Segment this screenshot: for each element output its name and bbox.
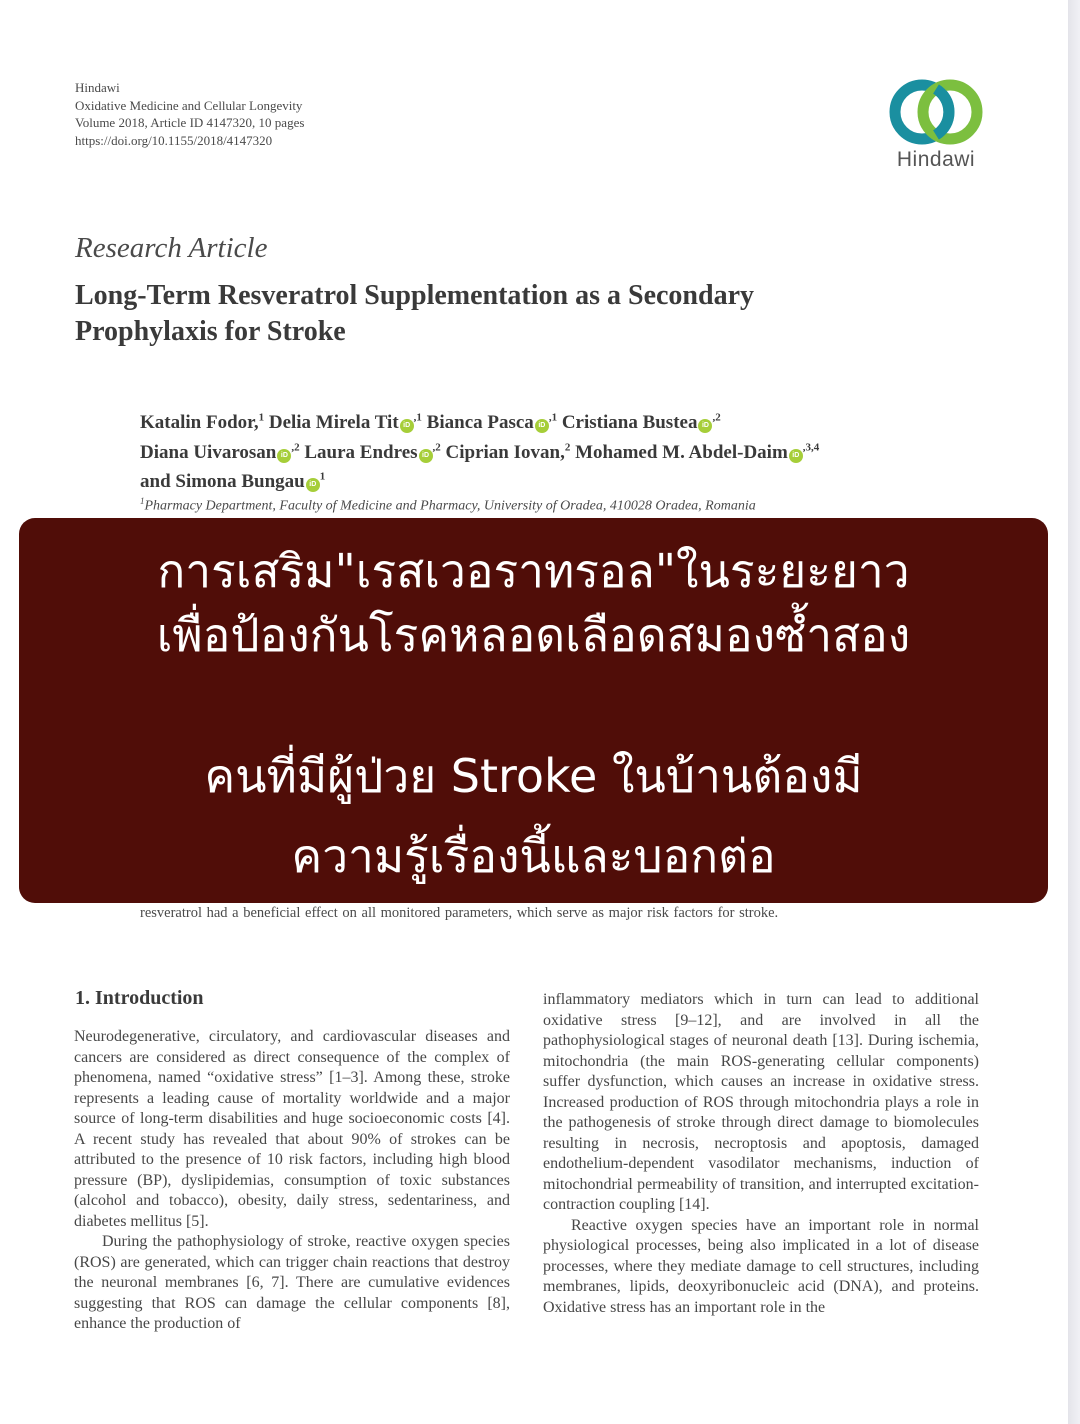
overlay-line-1: การเสริม"เรสเวอราทรอล"ในระยะยาว [157,544,910,598]
orcid-icon[interactable]: iD [419,449,433,463]
orcid-icon[interactable]: iD [400,419,414,433]
paragraph: During the pathophysiology of stroke, reactive oxygen species (ROS) are generated, which can trigger chain reactions that destroy the neuronal membranes [6, 7]. There are cumulative evidences suggesting that ROS can damage the cellular components [8], enhance the production of [74,1233,510,1332]
body-column-right [543,990,979,1318]
author[interactable]: Ciprian Iovan,$^2$ [445,441,571,463]
article-title: Long-Term Resveratrol Supplementation as a Secondary Prophylaxis for Stroke [75,280,754,347]
hindawi-rings-icon [884,78,988,150]
author[interactable]: Cristiana Bustea $iD^{,2}$ [561,412,721,434]
orcid-icon[interactable]: iD [277,449,291,463]
body-column-left [74,1027,510,1335]
author[interactable]: Mohamed M. Abdel-Daim $iD^{,3,4}$ [575,441,820,463]
section-heading-introduction: 1. Introduction [75,987,204,1009]
overlay-line-3: คนที่มีผู้ป่วย Stroke ในบ้านต้องมี [204,749,863,803]
author[interactable]: Bianca Pasca $iD^{,1}$ [426,412,558,434]
paragraph: Neurodegenerative, circulatory, and cardiovascular diseases and cancers are considered as direct consequence of the complex of phenomena, named “oxidative stress” [1–3]. Among these, stroke represents a leading cause of mortality worldwide and a major source of long-term disabilities and huge socioeconomic costs [4]. A recent study has revealed that about 90% of strokes can be attributed to the presence of 10 risk factors, including high blood pressure (BP), dyslipidemias, consumption of toxic substances (alcohol and tobacco), obesity, daily stress, sedentariness, and diabetes mellitus [5]. [74,1028,510,1230]
abstract-tail: resveratrol had a beneficial effect on all monitored parameters, which serve as major risk factors for stroke. [140,905,779,921]
orcid-icon[interactable]: iD [789,449,803,463]
orcid-icon[interactable]: iD [535,419,549,433]
author[interactable]: Diana Uivarosan $iD^{,2}$ [140,441,300,463]
paragraph: inflammatory mediators which in turn can lead to additional oxidative stress [9–12], and are involved in all the pathophysiological stages of neuronal death [13]. During ischemia, mitochondria (the main ROS-generating cellular components) suffer dysfunction, which causes an increase in oxidative stress. Increased production of ROS through mitochondria plays a role in the pathogenesis of stroke through direct damage to biomolecules resulting in necrosis, necroptosis and apoptosis, damaged endothelium-dependent vasodilator mechanisms, induction of mitochondrial permeability of transition, and interrupted excitation-contraction coupling [14]. [543,991,979,1213]
author[interactable]: Katalin Fodor,$^1$ [140,412,265,434]
overlay-line-2: เพื่อป้องกันโรคหลอดเลือดสมองซ้ำสอง [156,608,911,662]
author[interactable]: Delia Mirela Tit $iD^{,1}$ [268,412,422,434]
affiliation: $^1$Pharmacy Department, Faculty of Medicine and Pharmacy, University of Oradea, 410028 Oradea, Romania [140,496,756,514]
author[interactable]: Laura Endres $iD^{,2}$ [304,441,441,463]
publisher-name: Hindawi [75,80,120,95]
overlay-line-4: ความรู้เรื่องนี้และบอกต่อ [291,829,776,883]
article-type: Research Article [75,232,268,264]
orcid-icon[interactable]: iD [306,478,320,492]
doi-link[interactable]: https://doi.org/10.1155/2018/4147320 [75,132,273,148]
hindawi-logo [884,78,988,178]
journal-name: Oxidative Medicine and Cellular Longevity [75,97,303,113]
volume-info: Volume 2018, Article ID 4147320, 10 pages [75,115,305,130]
orcid-icon[interactable]: iD [698,419,712,433]
journal-header [75,79,304,149]
page-edge [1068,0,1080,1424]
paragraph: Reactive oxygen species have an important role in normal physiological processes, being also implicated in a lot of disease processes, where they mediate damage to cell structures, including membranes, lipids, deoxyribonucleic acid (DNA), and proteins. Oxidative stress has an important role in the [543,1216,979,1316]
author-list [140,406,960,494]
thai-text-overlay [19,518,1048,903]
logo-text: Hindawi [896,148,976,171]
author[interactable]: and Simona Bungau $iD^1$ [140,470,326,492]
